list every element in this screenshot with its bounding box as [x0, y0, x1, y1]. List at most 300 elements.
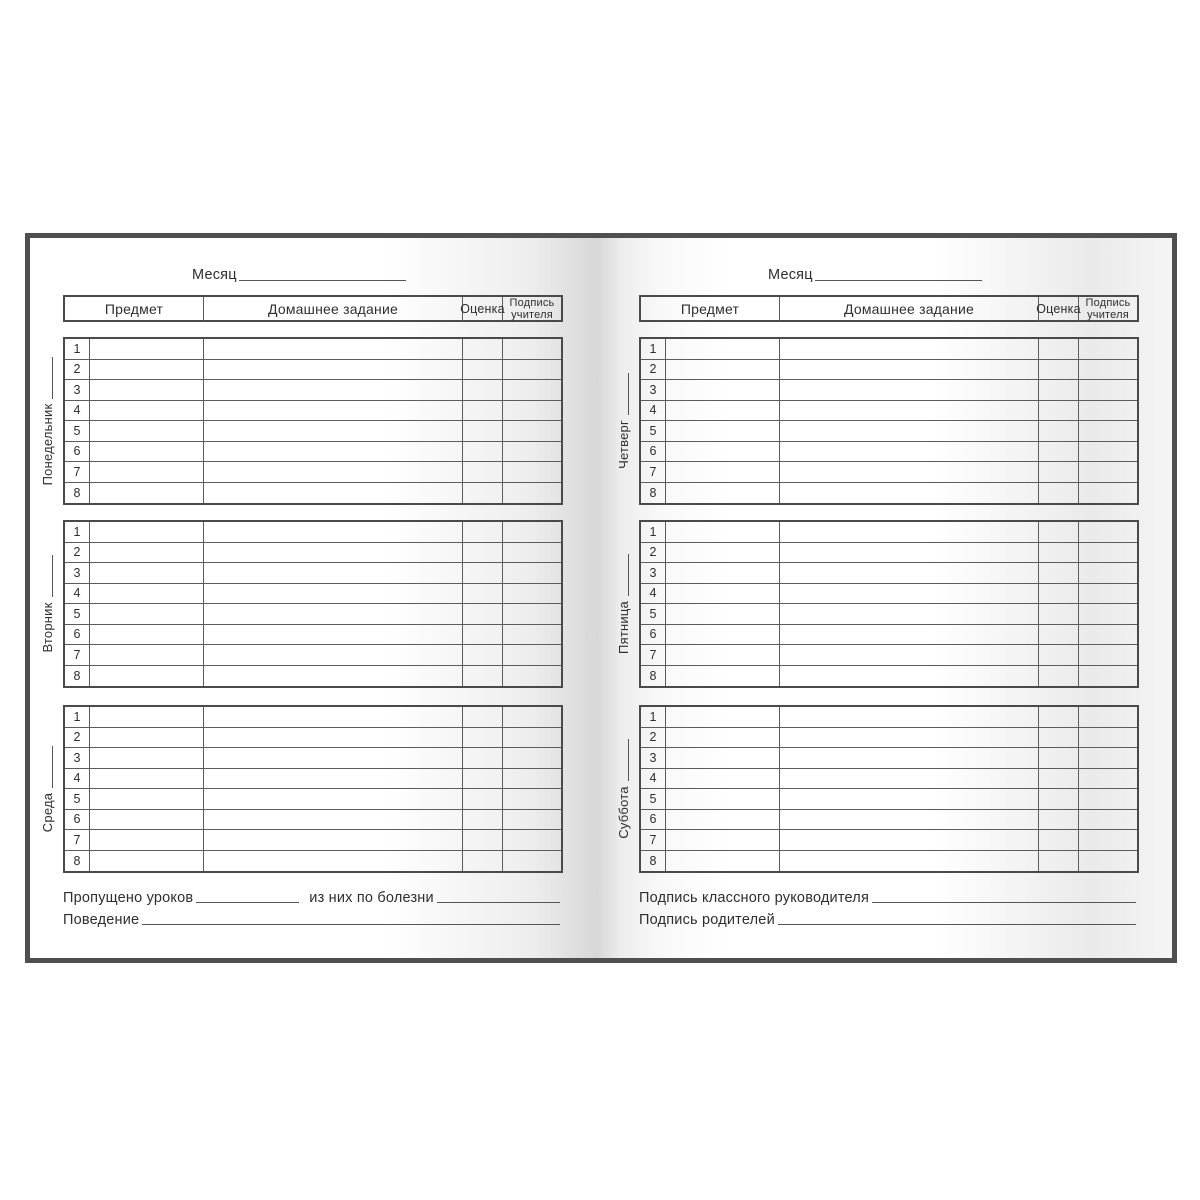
day-table	[63, 337, 563, 505]
subject-cell	[666, 522, 780, 542]
day-label-zone	[606, 520, 639, 688]
behavior-fill-line	[142, 924, 560, 925]
lesson-row	[65, 380, 561, 401]
lesson-number-cell: 3	[641, 380, 666, 400]
lesson-number-cell: 2	[65, 543, 90, 563]
lesson-row	[65, 462, 561, 483]
homework-cell	[204, 442, 463, 462]
lesson-number-cell: 3	[65, 380, 90, 400]
signature-cell	[1079, 728, 1137, 748]
signature-cell	[503, 810, 561, 830]
subject-cell	[666, 830, 780, 850]
subject-cell	[666, 401, 780, 421]
grade-cell	[463, 810, 503, 830]
signature-cell	[503, 360, 561, 380]
grade-cell	[1039, 830, 1079, 850]
parents-signature-label: Подпись родителей	[639, 911, 775, 928]
lesson-row	[641, 401, 1137, 422]
class-teacher-signature-row	[639, 885, 1139, 905]
lesson-number-cell: 1	[65, 339, 90, 359]
signature-cell	[503, 442, 561, 462]
signature-cell	[503, 522, 561, 542]
grade-cell	[1039, 421, 1079, 441]
signature-cell	[1079, 645, 1137, 665]
day-block	[39, 705, 563, 873]
subject-cell	[666, 666, 780, 687]
signature-cell	[1079, 563, 1137, 583]
grade-cell	[1039, 625, 1079, 645]
signature-cell	[1079, 769, 1137, 789]
homework-cell	[780, 563, 1039, 583]
lesson-row	[65, 442, 561, 463]
grade-cell	[1039, 748, 1079, 768]
signature-cell	[503, 728, 561, 748]
homework-cell	[204, 789, 463, 809]
day-block	[615, 337, 1139, 505]
homework-cell	[204, 728, 463, 748]
lesson-number-cell: 1	[65, 707, 90, 727]
subject-cell	[666, 707, 780, 727]
lesson-row	[65, 604, 561, 625]
homework-cell	[204, 421, 463, 441]
subject-cell	[90, 851, 204, 872]
lesson-row	[65, 339, 561, 360]
subject-cell	[90, 584, 204, 604]
schedule-header-table	[639, 295, 1139, 322]
subject-cell	[90, 830, 204, 850]
grade-cell	[1039, 380, 1079, 400]
day-table	[639, 705, 1139, 873]
day-label-rotated	[608, 337, 638, 505]
lesson-number-cell: 5	[641, 604, 666, 624]
homework-cell	[204, 830, 463, 850]
grade-cell	[463, 666, 503, 687]
grade-cell	[1039, 810, 1079, 830]
subject-cell	[666, 442, 780, 462]
signature-cell	[1079, 625, 1137, 645]
day-label-rotated	[608, 520, 638, 688]
signature-cell	[1079, 604, 1137, 624]
header-cell-teacher-signature	[1079, 297, 1137, 321]
day-name-label: Четверг	[615, 420, 630, 469]
lesson-row	[65, 666, 561, 687]
grade-cell	[463, 769, 503, 789]
signature-cell	[1079, 666, 1137, 687]
subject-cell	[90, 522, 204, 542]
signature-cell	[1079, 810, 1137, 830]
grade-cell	[1039, 360, 1079, 380]
signature-cell	[1079, 851, 1137, 872]
homework-cell	[780, 462, 1039, 482]
homework-cell	[204, 645, 463, 665]
teacher-signature-line2: учителя	[1087, 309, 1129, 322]
subject-cell	[666, 748, 780, 768]
homework-cell	[780, 339, 1039, 359]
subject-cell	[90, 543, 204, 563]
signature-cell	[1079, 707, 1137, 727]
signature-cell	[503, 830, 561, 850]
subject-cell	[666, 543, 780, 563]
lesson-row	[641, 522, 1137, 543]
lesson-number-cell: 7	[641, 462, 666, 482]
lesson-number-cell: 6	[641, 442, 666, 462]
lesson-row	[641, 442, 1137, 463]
homework-cell	[204, 810, 463, 830]
lesson-row	[65, 483, 561, 504]
homework-cell	[204, 563, 463, 583]
teacher-signature-line1: Подпись	[509, 297, 555, 309]
subject-cell	[90, 810, 204, 830]
grade-cell	[1039, 483, 1079, 504]
homework-cell	[780, 625, 1039, 645]
subject-cell	[90, 748, 204, 768]
grade-cell	[463, 442, 503, 462]
signature-cell	[503, 645, 561, 665]
grade-cell	[463, 584, 503, 604]
lesson-number-cell: 4	[641, 584, 666, 604]
grade-cell	[1039, 522, 1079, 542]
month-fill-line	[815, 280, 982, 281]
missed-lessons-row	[63, 885, 563, 905]
homework-cell	[204, 604, 463, 624]
homework-cell	[780, 401, 1039, 421]
lesson-row	[641, 604, 1137, 625]
grade-cell	[1039, 339, 1079, 359]
header-cell-homework: Домашнее задание	[780, 297, 1039, 321]
signature-cell	[503, 604, 561, 624]
subject-cell	[666, 851, 780, 872]
grade-cell	[463, 462, 503, 482]
grade-cell	[463, 421, 503, 441]
subject-cell	[90, 421, 204, 441]
lesson-row	[65, 769, 561, 790]
behavior-row	[63, 907, 563, 927]
homework-cell	[780, 522, 1039, 542]
subject-cell	[90, 604, 204, 624]
lesson-number-cell: 6	[65, 442, 90, 462]
signature-cell	[503, 401, 561, 421]
days-left	[39, 337, 563, 873]
homework-cell	[780, 483, 1039, 504]
lesson-number-cell: 1	[641, 339, 666, 359]
lesson-number-cell: 1	[65, 522, 90, 542]
grade-cell	[1039, 604, 1079, 624]
day-name-label: Среда	[39, 792, 54, 833]
homework-cell	[204, 584, 463, 604]
lesson-number-cell: 2	[641, 728, 666, 748]
signature-cell	[503, 584, 561, 604]
homework-cell	[780, 604, 1039, 624]
day-underline	[51, 555, 52, 597]
signature-cell	[1079, 339, 1137, 359]
lesson-number-cell: 8	[65, 666, 90, 687]
subject-cell	[90, 789, 204, 809]
subject-cell	[90, 360, 204, 380]
homework-cell	[780, 830, 1039, 850]
lesson-row	[641, 563, 1137, 584]
lesson-number-cell: 5	[65, 604, 90, 624]
lesson-number-cell: 3	[65, 563, 90, 583]
signature-cell	[503, 789, 561, 809]
due-to-illness-fill-line	[437, 902, 560, 903]
grade-cell	[463, 380, 503, 400]
signature-cell	[503, 748, 561, 768]
lesson-row	[65, 830, 561, 851]
parents-signature-row	[639, 907, 1139, 927]
lesson-row	[65, 728, 561, 749]
homework-cell	[204, 851, 463, 872]
day-name-label: Вторник	[39, 602, 54, 653]
homework-cell	[204, 401, 463, 421]
signature-cell	[503, 666, 561, 687]
subject-cell	[90, 339, 204, 359]
signature-cell	[1079, 748, 1137, 768]
grade-cell	[463, 789, 503, 809]
lesson-row	[65, 522, 561, 543]
subject-cell	[666, 339, 780, 359]
lesson-number-cell: 7	[65, 645, 90, 665]
subject-cell	[666, 604, 780, 624]
lesson-number-cell: 6	[65, 810, 90, 830]
signature-cell	[503, 543, 561, 563]
grade-cell	[1039, 666, 1079, 687]
missed-lessons-label: Пропущено уроков	[63, 889, 194, 906]
lesson-number-cell: 8	[65, 483, 90, 504]
signature-cell	[1079, 421, 1137, 441]
grade-cell	[463, 543, 503, 563]
subject-cell	[666, 769, 780, 789]
lesson-row	[65, 563, 561, 584]
lesson-number-cell: 1	[641, 522, 666, 542]
subject-cell	[90, 462, 204, 482]
lesson-row	[641, 728, 1137, 749]
day-name-label: Суббота	[615, 786, 630, 839]
month-label: Месяц	[192, 266, 237, 283]
signature-cell	[1079, 789, 1137, 809]
lesson-number-cell: 8	[641, 851, 666, 872]
signature-cell	[503, 563, 561, 583]
teacher-signature-line1: Подпись	[1085, 297, 1131, 309]
schedule-header-table	[63, 295, 563, 322]
day-underline	[51, 357, 52, 399]
lesson-row	[65, 401, 561, 422]
homework-cell	[780, 810, 1039, 830]
parents-signature-fill-line	[778, 924, 1136, 925]
lesson-number-cell: 1	[641, 707, 666, 727]
subject-cell	[666, 789, 780, 809]
lesson-row	[65, 789, 561, 810]
lesson-number-cell: 4	[65, 584, 90, 604]
homework-cell	[204, 769, 463, 789]
subject-cell	[666, 625, 780, 645]
day-block	[39, 337, 563, 505]
signature-cell	[503, 421, 561, 441]
lesson-number-cell: 5	[641, 421, 666, 441]
signature-cell	[1079, 584, 1137, 604]
lesson-number-cell: 5	[641, 789, 666, 809]
lesson-row	[641, 830, 1137, 851]
behavior-label: Поведение	[63, 911, 140, 928]
homework-cell	[204, 748, 463, 768]
header-cell-subject: Предмет	[641, 297, 780, 321]
homework-cell	[780, 769, 1039, 789]
day-table	[63, 520, 563, 688]
grade-cell	[463, 360, 503, 380]
lesson-row	[641, 666, 1137, 687]
homework-cell	[780, 728, 1039, 748]
day-underline	[627, 739, 628, 781]
subject-cell	[90, 769, 204, 789]
lesson-number-cell: 4	[65, 769, 90, 789]
homework-cell	[204, 380, 463, 400]
lesson-number-cell: 4	[65, 401, 90, 421]
lesson-row	[641, 339, 1137, 360]
lesson-number-cell: 2	[65, 728, 90, 748]
day-underline	[51, 746, 52, 788]
signature-cell	[1079, 380, 1137, 400]
subject-cell	[666, 563, 780, 583]
subject-cell	[90, 707, 204, 727]
lesson-row	[65, 543, 561, 564]
lesson-number-cell: 3	[65, 748, 90, 768]
subject-cell	[90, 645, 204, 665]
lesson-row	[641, 810, 1137, 831]
page-left-content	[39, 262, 563, 928]
lesson-row	[641, 625, 1137, 646]
grade-cell	[463, 522, 503, 542]
month-fill-line	[239, 280, 406, 281]
subject-cell	[90, 442, 204, 462]
subject-cell	[666, 380, 780, 400]
class-teacher-signature-fill-line	[872, 902, 1136, 903]
grade-cell	[1039, 789, 1079, 809]
missed-lessons-fill-line	[196, 902, 299, 903]
day-name-label: Пятница	[615, 601, 630, 654]
homework-cell	[780, 748, 1039, 768]
lesson-number-cell: 7	[641, 645, 666, 665]
grade-cell	[463, 707, 503, 727]
signature-cell	[503, 380, 561, 400]
subject-cell	[666, 728, 780, 748]
header-cell-teacher-signature	[503, 297, 561, 321]
grade-cell	[1039, 707, 1079, 727]
header-cell-grade: Оценка	[1039, 297, 1079, 321]
subject-cell	[666, 810, 780, 830]
homework-cell	[780, 360, 1039, 380]
lesson-row	[641, 584, 1137, 605]
lesson-number-cell: 8	[641, 666, 666, 687]
day-table	[63, 705, 563, 873]
day-label-rotated	[608, 705, 638, 873]
grade-cell	[463, 830, 503, 850]
subject-cell	[666, 462, 780, 482]
grade-cell	[1039, 401, 1079, 421]
page-right-content	[615, 262, 1139, 928]
subject-cell	[90, 666, 204, 687]
lesson-row	[641, 707, 1137, 728]
lesson-row	[641, 360, 1137, 381]
homework-cell	[204, 707, 463, 727]
month-label: Месяц	[768, 266, 813, 283]
homework-cell	[780, 851, 1039, 872]
signature-cell	[503, 625, 561, 645]
lesson-number-cell: 4	[641, 769, 666, 789]
signature-cell	[1079, 522, 1137, 542]
page-right-footer	[639, 885, 1139, 927]
grade-cell	[1039, 584, 1079, 604]
grade-cell	[463, 645, 503, 665]
days-right	[615, 337, 1139, 873]
class-teacher-signature-label: Подпись классного руководителя	[639, 889, 870, 906]
lesson-number-cell: 2	[641, 543, 666, 563]
subject-cell	[90, 483, 204, 504]
grade-cell	[1039, 563, 1079, 583]
homework-cell	[780, 666, 1039, 687]
homework-cell	[780, 789, 1039, 809]
day-label-rotated	[32, 337, 62, 505]
lesson-number-cell: 5	[65, 789, 90, 809]
lesson-row	[641, 645, 1137, 666]
subject-cell	[90, 401, 204, 421]
teacher-signature-line2: учителя	[511, 309, 553, 322]
subject-cell	[666, 584, 780, 604]
lesson-number-cell: 4	[641, 401, 666, 421]
grade-cell	[1039, 462, 1079, 482]
grade-cell	[1039, 442, 1079, 462]
signature-cell	[1079, 543, 1137, 563]
book-frame	[25, 233, 1177, 963]
lesson-number-cell: 7	[641, 830, 666, 850]
lesson-row	[641, 421, 1137, 442]
lesson-row	[65, 421, 561, 442]
lesson-number-cell: 7	[65, 462, 90, 482]
homework-cell	[204, 543, 463, 563]
lesson-row	[641, 851, 1137, 872]
grade-cell	[463, 604, 503, 624]
homework-cell	[780, 421, 1039, 441]
homework-cell	[780, 543, 1039, 563]
header-cell-subject: Предмет	[65, 297, 204, 321]
grade-cell	[1039, 769, 1079, 789]
header-cell-grade: Оценка	[463, 297, 503, 321]
day-label-zone	[606, 337, 639, 505]
signature-cell	[503, 339, 561, 359]
signature-cell	[1079, 483, 1137, 504]
lesson-row	[641, 462, 1137, 483]
month-row	[639, 262, 1139, 282]
day-block	[39, 520, 563, 688]
homework-cell	[780, 442, 1039, 462]
lesson-row	[641, 789, 1137, 810]
grade-cell	[463, 851, 503, 872]
page-right	[601, 238, 1172, 958]
subject-cell	[666, 483, 780, 504]
lesson-number-cell: 7	[65, 830, 90, 850]
homework-cell	[780, 707, 1039, 727]
day-block	[615, 520, 1139, 688]
grade-cell	[463, 625, 503, 645]
day-block	[615, 705, 1139, 873]
subject-cell	[666, 360, 780, 380]
subject-cell	[90, 563, 204, 583]
lesson-row	[641, 748, 1137, 769]
homework-cell	[204, 360, 463, 380]
subject-cell	[90, 625, 204, 645]
lesson-number-cell: 6	[641, 625, 666, 645]
homework-cell	[204, 483, 463, 504]
lesson-row	[641, 543, 1137, 564]
grade-cell	[1039, 645, 1079, 665]
